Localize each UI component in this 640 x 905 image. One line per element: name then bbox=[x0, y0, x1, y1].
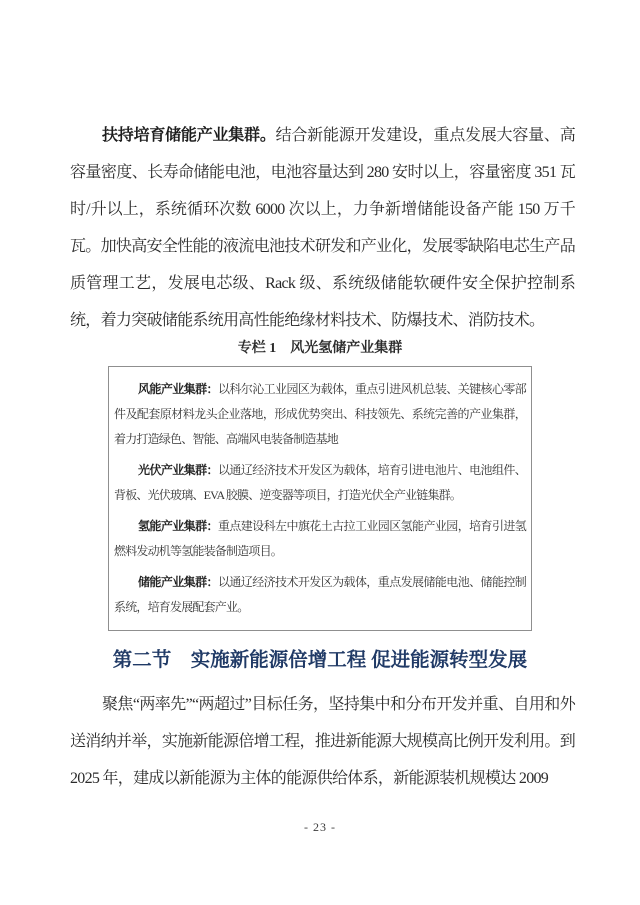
box-item-text: 以通辽经济技术开发区为载体，重点发展储能电池、储能控制系统，培育发展配套产业。 bbox=[114, 575, 527, 614]
box-item-bold-lead: 氢能产业集群： bbox=[138, 519, 218, 533]
paragraph-bold-lead: 扶持培育储能产业集群。 bbox=[102, 127, 276, 144]
box-item-text: 以科尔沁工业园区为载体，重点引进风机总装、关键核心零部件及配套原材料龙头企业落地，形成优势突出、科技领先、系统完善的产业集群，着力打造绿色、智能、高端风电装备制造基地 bbox=[114, 382, 527, 446]
box-item-text: 以通辽经济技术开发区为载体，培育引进电池片、电池组件、背板、光伏玻璃、EVA 胶膜、逆变器等项目，打造光伏全产业链集群。 bbox=[114, 463, 527, 502]
paragraph-storage-industry-cluster bbox=[70, 117, 575, 339]
box-item-bold-lead: 光伏产业集群： bbox=[138, 463, 218, 477]
box-item-wind-cluster bbox=[114, 377, 526, 452]
paragraph-body-text: 结合新能源开发建设，重点发展大容量、高容量密度、长寿命储能电池，电池容量达到 280 安时以上，容量密度 351 瓦时/升以上，系统循环次数 6000 次以上，力争新增储能设备产能 150 万千瓦。加快高安全性能的液流电池技术研发和产业化，发展零缺陷电芯生产品质管理工艺，发展电芯级、Rack 级、系统级储能软硬件安全保护控制系统，着力突破储能系统用高性能绝缘材料技术、防爆技术、消防技术。 bbox=[70, 127, 575, 329]
paragraph-new-energy-doubling: 聚焦“两率先”“两超过”目标任务，坚持集中和分布开发并重、自用和外送消纳并举，实施新能源倍增工程，推进新能源大规模高比例开发利用。到 2025 年，建成以新能源为主体的能源供给体系，新能源装机规模达 2009 bbox=[70, 696, 575, 787]
column-box-title: 专栏 1 风光氢储产业集群 bbox=[237, 341, 403, 356]
section-heading: 第二节 实施新能源倍增工程 促进能源转型发展 bbox=[112, 650, 528, 671]
box-item-bold-lead: 储能产业集群： bbox=[138, 575, 218, 589]
box-item-solar-cluster bbox=[114, 458, 526, 508]
box-item-bold-lead: 风能产业集群： bbox=[138, 382, 218, 396]
box-item-storage-cluster bbox=[114, 570, 526, 620]
page-number: - 23 - bbox=[304, 820, 336, 834]
box-item-text: 重点建设科左中旗花土古拉工业园区氢能产业园，培育引进氢燃料发动机等氢能装备制造项目。 bbox=[114, 519, 527, 558]
box-item-hydrogen-cluster bbox=[114, 514, 526, 564]
column-box bbox=[108, 366, 532, 631]
